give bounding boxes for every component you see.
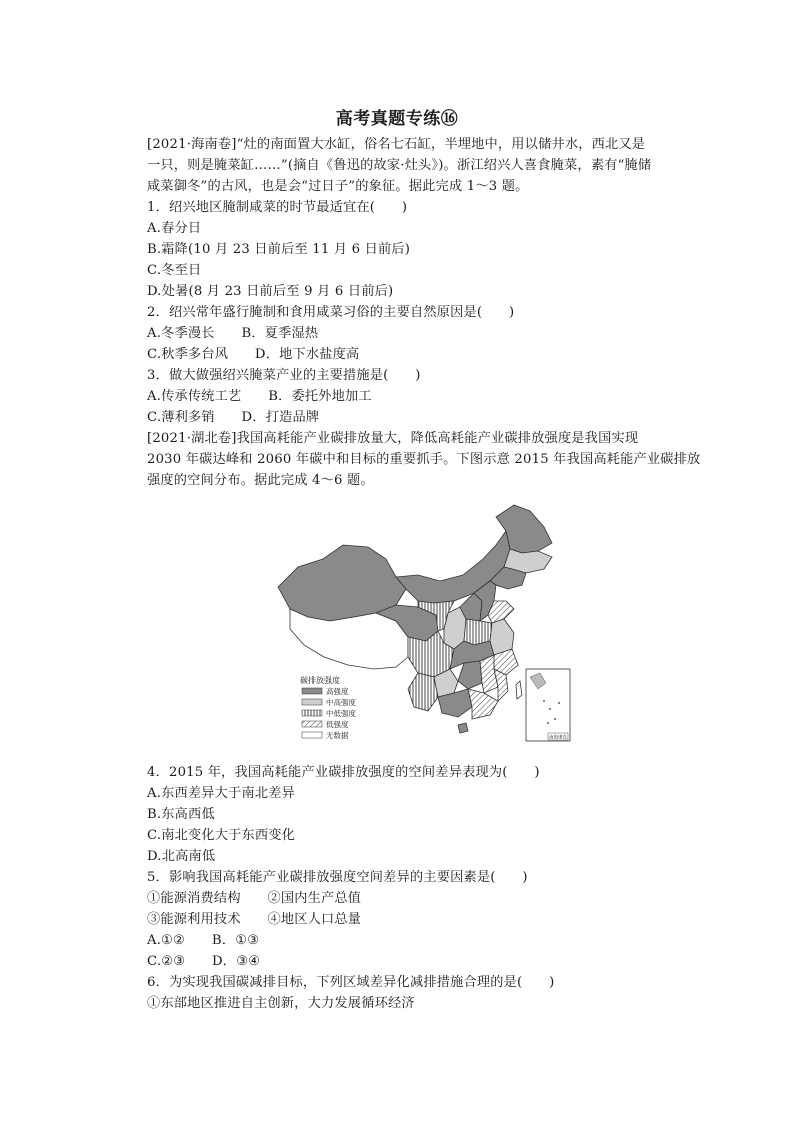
map-legend [300, 675, 356, 740]
legend-label: 低强度 [326, 720, 349, 729]
region-guangdong [468, 689, 498, 719]
option-c[interactable]: C.南北变化大于东西变化 [147, 828, 296, 843]
legend-label: 高强度 [326, 687, 349, 696]
legend-label: 中低强度 [326, 709, 356, 718]
option-row[interactable]: A.冬季漫长 B．夏季湿热 [147, 326, 319, 341]
china-carbon-map [268, 497, 574, 749]
statement-row: ③能源利用技术 ④地区人口总量 [147, 912, 362, 927]
region-taiwan [516, 681, 522, 699]
question-stem: 5．影响我国高耗能产业碳排放强度空间差异的主要因素是( ) [147, 870, 528, 885]
south-sea-inset [526, 669, 570, 741]
option-row[interactable]: A.传承传统工艺 B．委托外地加工 [147, 389, 372, 404]
region-henan [464, 619, 492, 645]
option-row[interactable]: C.秋季多台风 D．地下水盐度高 [147, 347, 360, 362]
region-hainan [458, 723, 468, 733]
intro-line: 2030 年碳达峰和 2060 年碳中和目标的重要抓手。下图示意 2015 年我国高耗能产业碳排放 [147, 452, 701, 467]
option-d[interactable]: D.处暑(8 月 23 日前后至 9 月 6 日前后) [147, 284, 394, 299]
legend-swatch-no-data [302, 732, 322, 738]
region-hunan [458, 661, 482, 689]
statement-row: ①东部地区推进自主创新，大力发展循环经济 [147, 996, 415, 1011]
legend-swatch-high [302, 688, 322, 694]
option-b[interactable]: B.霜降(10 月 23 日前后至 11 月 6 日前后) [147, 242, 411, 257]
question-stem: 3．做大做强绍兴腌菜产业的主要措施是( ) [147, 368, 421, 383]
intro-line: 咸菜御冬”的古风，也是会“过日子”的象征。据此完成 1～3 题。 [147, 179, 529, 194]
intro-line: 一只，则是腌菜缸……”(摘自《鲁迅的故家·灶头》)。浙江绍兴人喜食腌菜，素有“腌储 [147, 158, 652, 173]
region-yunnan [408, 673, 438, 711]
page-title: 高考真题专练⑯ [335, 109, 459, 129]
legend-title: 碳排放强度 [300, 676, 340, 685]
option-a[interactable]: A.东西差异大于南北差异 [147, 786, 295, 801]
statement-row: ①能源消费结构 ②国内生产总值 [147, 891, 362, 906]
legend-swatch-mid-high [302, 699, 322, 705]
legend-swatch-low [302, 721, 322, 727]
option-a[interactable]: A.春分日 [147, 221, 202, 236]
question-stem: 6．为实现我国碳减排目标，下列区域差异化减排措施合理的是( ) [147, 975, 555, 990]
legend-swatch-mid-low [302, 710, 322, 716]
option-b[interactable]: B.东高西低 [147, 807, 215, 822]
legend-label: 中高强度 [326, 698, 356, 707]
option-row[interactable]: C.薄利多销 D．打造品牌 [147, 410, 320, 425]
intro-line: [2021·湖北卷]我国高耗能产业碳排放量大，降低高耗能产业碳排放强度是我国实现 [147, 431, 639, 446]
inset-label: 南海诸岛 [549, 735, 567, 741]
option-c[interactable]: C.冬至日 [147, 263, 202, 278]
option-d[interactable]: D.北高南低 [147, 849, 216, 864]
intro-line: 强度的空间分布。据此完成 4～6 题。 [147, 473, 374, 488]
question-stem: 4．2015 年，我国高耗能产业碳排放强度的空间差异表现为( ) [147, 765, 540, 780]
option-row[interactable]: A.①② B．①③ [147, 933, 260, 948]
option-row[interactable]: C.②③ D．③④ [147, 954, 261, 969]
question-stem: 1．绍兴地区腌制咸菜的时节最适宜在( ) [147, 200, 408, 215]
legend-label: 无数据 [326, 731, 349, 740]
question-stem: 2．绍兴常年盛行腌制和食用咸菜习俗的主要自然原因是( ) [147, 305, 515, 320]
intro-line: [2021·海南卷]“灶的南面置大水缸，俗名七石缸，半埋地中，用以储井水，西北又是 [147, 137, 646, 152]
